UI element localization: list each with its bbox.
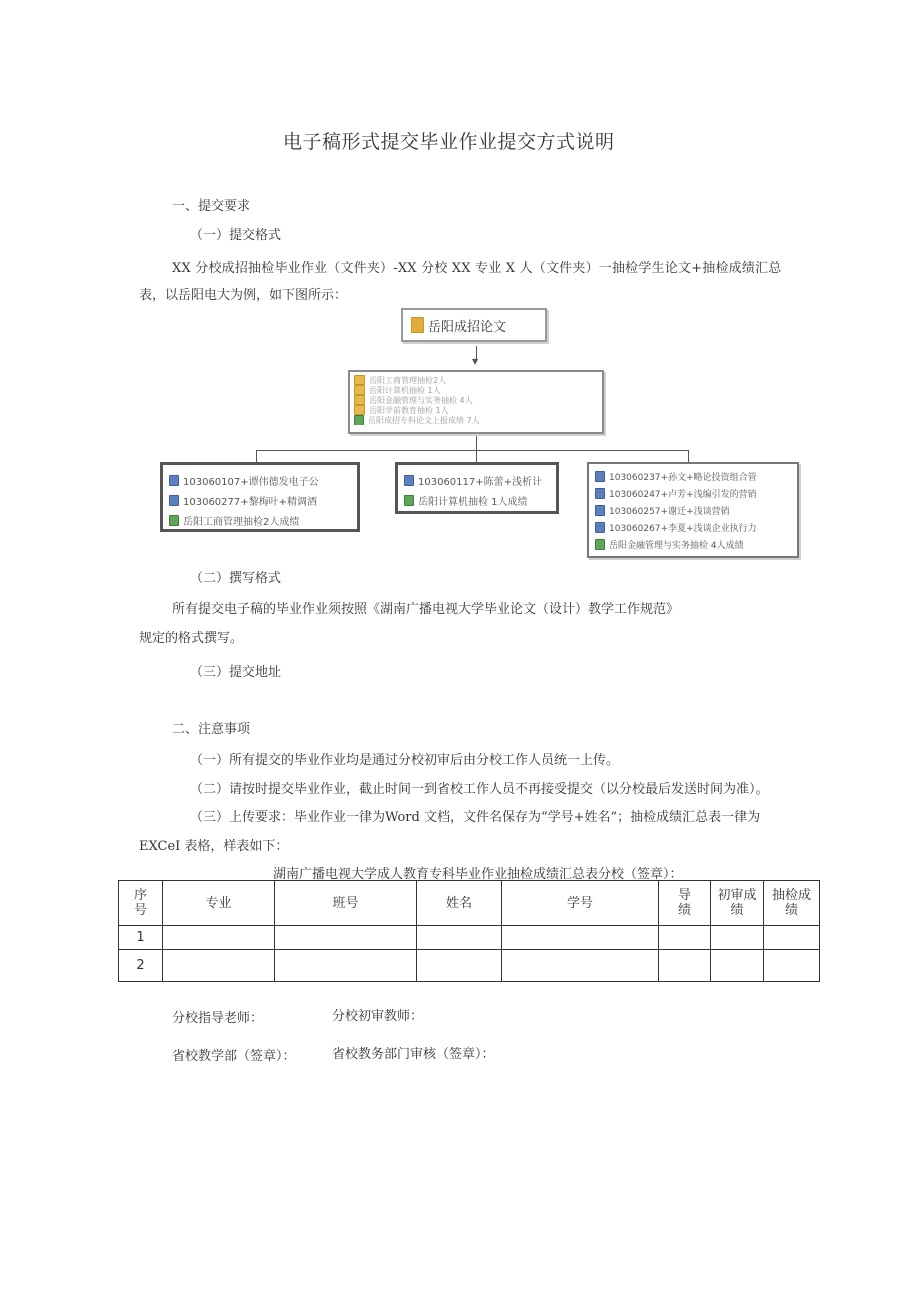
folder-icon [411, 317, 424, 333]
sub1-heading: （一）提交格式 [190, 228, 282, 243]
header-id: 学号 [502, 881, 659, 926]
section2-heading: 二、注意事项 [172, 722, 251, 737]
root-folder [401, 308, 547, 342]
spreadsheet-icon [354, 415, 364, 425]
list-item: 103060107+谭伟德发电子公 [169, 470, 351, 490]
center-folder-box [395, 462, 559, 514]
sub2-text-line2: 规定的格式撰写。 [139, 631, 244, 646]
header-major: 专业 [163, 881, 275, 926]
right-folder-box [587, 462, 799, 558]
table-row [119, 950, 820, 982]
table-caption: 湖南广播电视大学成人教育专科毕业作业抽检成绩汇总表分校（签章）： [273, 867, 683, 882]
page-title: 电子稿形式提交毕业作业提交方式说明 [283, 131, 615, 153]
score-summary-table [118, 880, 820, 982]
middle-folder-box [348, 370, 604, 434]
list-item: 103060237+孙文+略论投资组合管 [595, 468, 791, 485]
header-class: 班号 [275, 881, 417, 926]
sub2-heading: （二）撰写格式 [190, 571, 282, 586]
root-folder-label: 岳阳成招论文 [428, 319, 507, 335]
document-icon [595, 488, 605, 499]
document-icon [169, 475, 179, 486]
list-item: 岳阳计算机抽检 1人成绩 [404, 490, 550, 510]
list-item: 103060117+陈蕾+浅析计 [404, 470, 550, 490]
spreadsheet-icon [404, 495, 414, 506]
document-icon [595, 471, 605, 482]
list-item: 岳阳学前教育抽检 1人 [354, 405, 598, 415]
document-icon [595, 505, 605, 516]
document-icon [595, 522, 605, 533]
sub3-heading: （三）提交地址 [190, 665, 282, 680]
header-seq: 序 号 [119, 881, 163, 926]
document-icon [404, 475, 414, 486]
signature-branch-advisor: 分校指导老师： [172, 1011, 264, 1026]
list-item: 岳阳工商管理抽检2人成绩 [169, 510, 351, 530]
list-item: 岳阳成招专科论文上报成绩 7人 [354, 415, 598, 425]
notice-item-2: （二）请按时提交毕业作业，截止时间一到省校工作人员不再接受提交（以分校最后发送时间为准）。 [190, 782, 769, 797]
notice-item-3-line1: （三）上传要求：毕业作业一律为Word 文档，文件名保存为“学号+姓名”；抽检成绩汇总表一律为 [190, 810, 761, 825]
spreadsheet-icon [595, 539, 605, 550]
spreadsheet-icon [169, 515, 179, 526]
table-header-row [119, 881, 820, 926]
table-row [119, 926, 820, 950]
row-number: 1 [119, 926, 163, 950]
left-folder-box [160, 462, 360, 532]
arrow-down-icon: ▼ [472, 357, 479, 366]
row-number: 2 [119, 950, 163, 982]
list-item: 岳阳金融管理与实务抽检 4人 [354, 395, 598, 405]
sub1-text-line1: XX 分校成招抽检毕业作业（文件夹）-XX 分校 XX 专业 X 人（文件夹）一抽检学生论文+抽检成绩汇总 [172, 261, 782, 276]
folder-icon [354, 395, 365, 405]
signature-provincial-teaching: 省校教学部（签章）： [172, 1049, 296, 1064]
list-item: 岳阳工商管理抽检2人 [354, 375, 598, 385]
folder-icon [354, 385, 365, 395]
list-item: 103060267+李夏+浅谈企业执行力 [595, 519, 791, 536]
header-guide: 导 绩 [659, 881, 711, 926]
notice-item-1: （一）所有提交的毕业作业均是通过分校初审后由分校工作人员统一上传。 [190, 753, 620, 768]
sub1-text-line2: 表，以岳阳电大为例，如下图所示： [139, 288, 348, 303]
header-check-score: 抽检成 绩 [764, 881, 820, 926]
list-item: 岳阳计算机抽检 1人 [354, 385, 598, 395]
list-item: 103060277+黎梅叶+精调酒 [169, 490, 351, 510]
folder-icon [354, 405, 365, 415]
list-item: 103060257+谢迁+浅谈营销 [595, 502, 791, 519]
folder-icon [354, 375, 365, 385]
signature-branch-reviewer: 分校初审教师： [332, 1009, 424, 1024]
list-item: 岳阳金融管理与实务抽检 4人成绩 [595, 536, 791, 553]
document-icon [169, 495, 179, 506]
notice-item-3-line2: EXCeI 表格，样表如下： [139, 839, 289, 854]
list-item: 103060247+卢芳+浅编引发的营销 [595, 485, 791, 502]
header-first-review: 初审成 绩 [711, 881, 764, 926]
section1-heading: 一、提交要求 [172, 199, 251, 214]
sub2-text-line1: 所有提交电子稿的毕业作业须按照《湖南广播电视大学毕业论文（设计）教学工作规范》 [172, 602, 680, 617]
header-name: 姓名 [417, 881, 502, 926]
signature-provincial-academic: 省校教务部门审核（签章）： [332, 1047, 495, 1062]
